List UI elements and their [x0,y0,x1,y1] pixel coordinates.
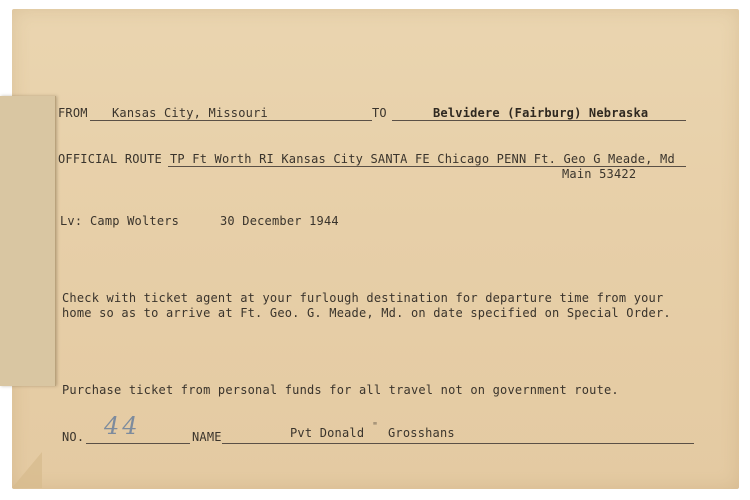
handwritten-number: 44 [104,412,141,440]
number-label: NO. [62,430,85,444]
name-underline [222,443,694,444]
route-note: Main 53422 [562,167,637,181]
from-underline [90,120,372,121]
instruction-line-2: home so as to arrive at Ft. Geo. G. Meade, Md. on date specified on Special Order. [62,306,671,320]
from-value: Kansas City, Missouri [112,106,268,120]
to-underline [392,120,686,121]
from-label: FROM [58,106,88,120]
to-value: Belvidere (Fairburg) Nebraska [433,106,649,120]
name-value: Pvt Donald [290,426,365,440]
name-label: NAME [192,430,222,444]
name-mark: " [372,421,379,432]
leave-place: Camp Wolters [90,214,180,228]
to-label: TO [372,106,387,120]
name-surname: Grosshans [388,426,455,440]
number-underline [86,443,190,444]
leave-date: 30 December 1944 [220,214,339,228]
folded-corner [12,452,42,488]
leave-label: Lv: [60,214,83,228]
paper-tab [0,96,56,386]
instruction-line-1: Check with ticket agent at your furlough destination for departure time from your [62,291,664,305]
purchase-note: Purchase ticket from personal funds for all travel not on government route. [62,383,619,397]
route-label: OFFICIAL ROUTE [58,152,162,166]
route-value: TP Ft Worth RI Kansas City SANTA FE Chicago PENN Ft. Geo G Meade, Md [170,152,675,166]
